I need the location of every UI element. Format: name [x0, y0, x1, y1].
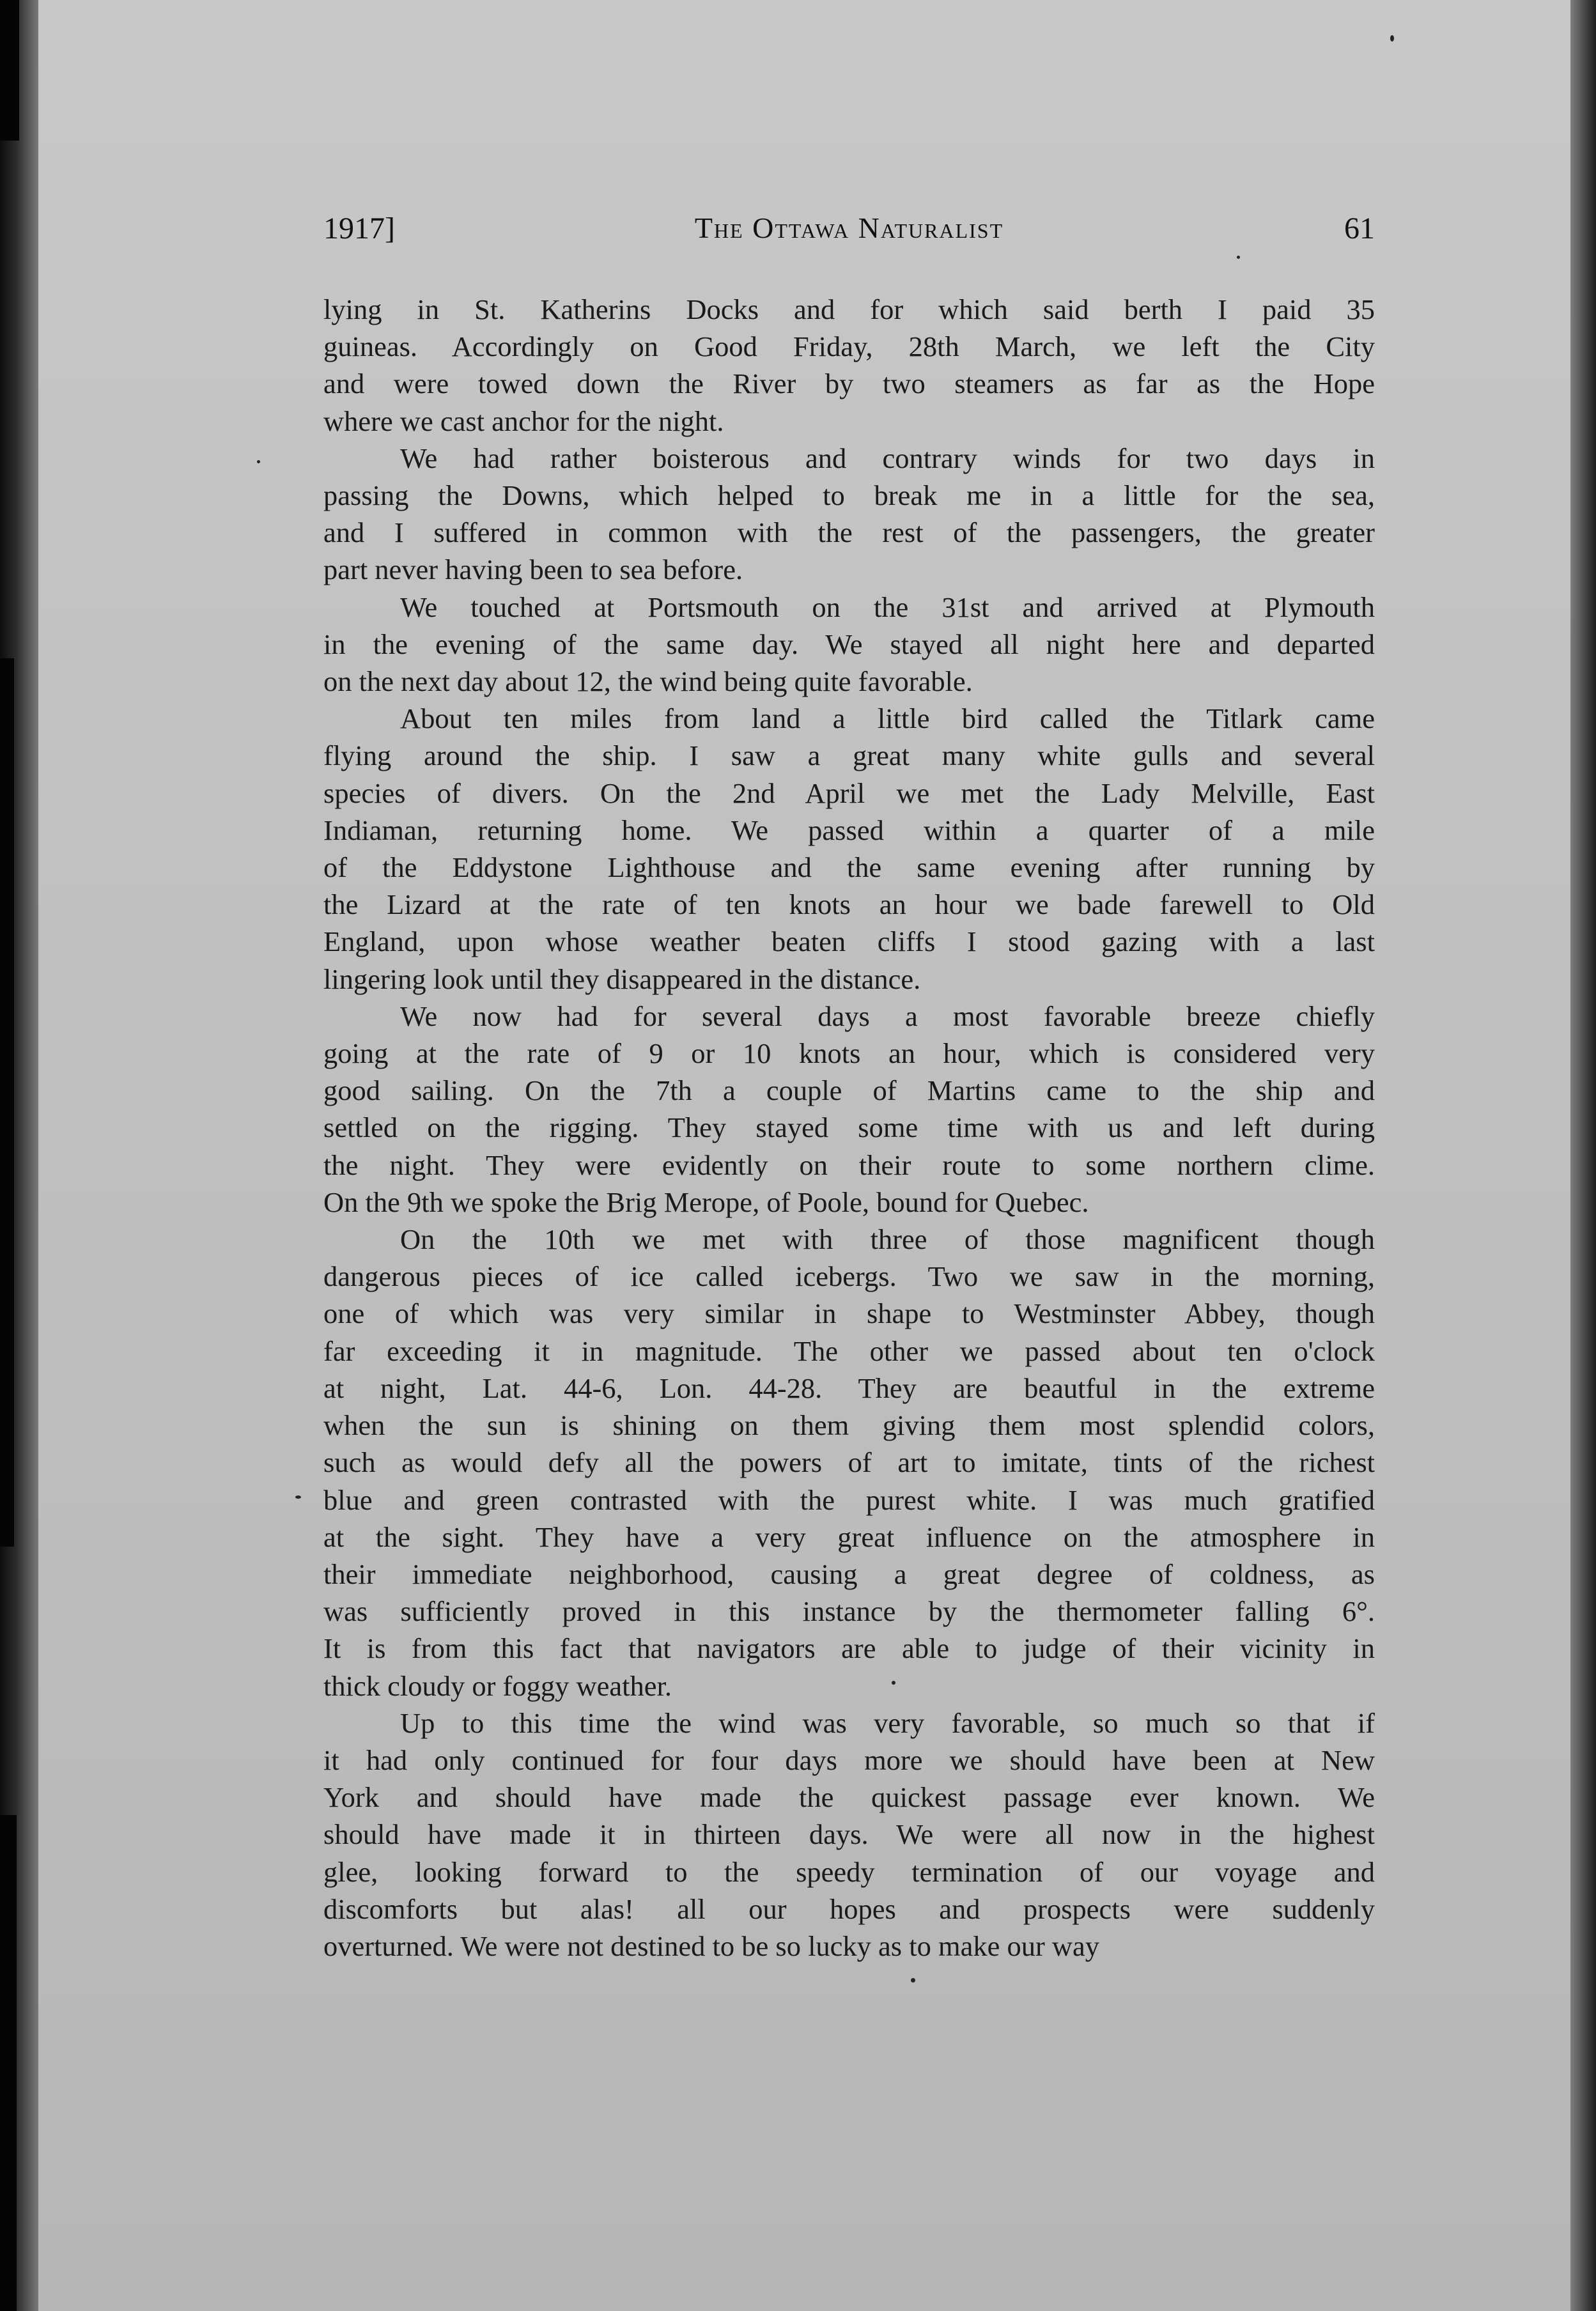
- binding-shadow-bottom: [0, 1815, 17, 2311]
- text-line: and I suffered in common with the rest of the passengers, the greater: [323, 516, 1375, 549]
- text-line: Indiaman, returning home. We passed within a quarter of a mile: [323, 814, 1375, 846]
- text-line: of the Eddystone Lighthouse and the same evening after running by: [323, 851, 1375, 884]
- text-line: at the sight. They have a very great influence on the atmosphere in: [323, 1520, 1375, 1553]
- text-line: the night. They were evidently on their route to some northern clime.: [323, 1148, 1375, 1181]
- running-header: [323, 211, 1375, 256]
- text-line: overturned. We were not destined to be so lucky as to make our way: [323, 1929, 1100, 1962]
- text-line: was sufficiently proved in this instance by the thermometer falling 6°.: [323, 1595, 1375, 1628]
- paragraph: [323, 291, 1375, 440]
- text-line: one of which was very similar in shape to Westminster Abbey, though: [323, 1297, 1375, 1330]
- binding-shadow-top: [0, 0, 19, 141]
- text-line: their immediate neighborhood, causing a great degree of coldness, as: [323, 1557, 1375, 1590]
- journal-title: The Ottawa Naturalist: [694, 212, 1004, 244]
- text-line: Up to this time the wind was very favorable, so much so that if: [400, 1706, 1375, 1739]
- text-line: York and should have made the quickest passage ever known. We: [323, 1781, 1375, 1814]
- text-line: part never having been to sea before.: [323, 553, 743, 586]
- text-line: where we cast anchor for the night.: [323, 405, 724, 437]
- text-line: on the next day about 12, the wind being quite favorable.: [323, 665, 973, 698]
- paragraph: [323, 1221, 1375, 1704]
- text-line: and were towed down the River by two steamers as far as the Hope: [323, 367, 1375, 400]
- text-line: going at the rate of 9 or 10 knots an hour, which is considered very: [323, 1037, 1375, 1070]
- scan-speck: [892, 1681, 895, 1685]
- scan-speck: [1237, 256, 1240, 259]
- text-line: lying in St. Katherins Docks and for which said berth I paid 35: [323, 293, 1375, 325]
- article-body: [323, 291, 1375, 1965]
- text-line: should have made it in thirteen days. We were all now in the highest: [323, 1818, 1375, 1851]
- scan-speck: [1390, 35, 1394, 42]
- text-line: good sailing. On the 7th a couple of Martins came to the ship and: [323, 1074, 1375, 1107]
- text-line: lingering look until they disappeared in the distance.: [323, 962, 921, 995]
- scan-speck: [911, 1978, 915, 1983]
- binding-shadow-middle: [0, 658, 14, 1547]
- text-line: at night, Lat. 44-6, Lon. 44-28. They are beautful in the extreme: [323, 1372, 1375, 1404]
- text-line: glee, looking forward to the speedy termination of our voyage and: [323, 1855, 1375, 1888]
- text-line: thick cloudy or foggy weather.: [323, 1669, 672, 1702]
- text-line: the Lizard at the rate of ten knots an hour we bade farewell to Old: [323, 888, 1375, 921]
- text-line: settled on the rigging. They stayed some time with us and left during: [323, 1111, 1375, 1144]
- paragraph: [323, 998, 1375, 1221]
- scan-speck: [257, 460, 260, 463]
- text-line: England, upon whose weather beaten cliffs I stood gazing with a last: [323, 925, 1375, 958]
- scan-speck: [295, 1496, 301, 1499]
- header-year: 1917]: [323, 212, 395, 245]
- text-line: blue and green contrasted with the purest white. I was much gratified: [323, 1483, 1375, 1516]
- text-line: guineas. Accordingly on Good Friday, 28th March, we left the City: [323, 330, 1375, 363]
- page-number: 61: [1344, 212, 1375, 245]
- text-line: passing the Downs, which helped to break me in a little for the sea,: [323, 479, 1375, 512]
- paragraph: [323, 1704, 1375, 1965]
- text-line: On the 9th we spoke the Brig Merope, of Poole, bound for Quebec.: [323, 1186, 1089, 1218]
- text-line: dangerous pieces of ice called icebergs. Two we saw in the morning,: [323, 1260, 1375, 1293]
- text-line: We touched at Portsmouth on the 31st and arrived at Plymouth: [400, 591, 1375, 623]
- right-page-edge: [1570, 0, 1596, 2311]
- text-line: flying around the ship. I saw a great many white gulls and several: [323, 739, 1375, 772]
- text-line: It is from this fact that navigators are able to judge of their vicinity in: [323, 1632, 1375, 1665]
- text-line: We had rather boisterous and contrary winds for two days in: [400, 442, 1375, 474]
- text-line: discomforts but alas! all our hopes and prospects were suddenly: [323, 1892, 1375, 1925]
- text-line: in the evening of the same day. We stayed all night here and departed: [323, 628, 1375, 660]
- text-line: About ten miles from land a little bird called the Titlark came: [400, 702, 1375, 735]
- paragraph: [323, 589, 1375, 700]
- text-line: species of divers. On the 2nd April we met the Lady Melville, East: [323, 777, 1375, 809]
- text-line: such as would defy all the powers of art to imitate, tints of the richest: [323, 1446, 1375, 1479]
- text-line: We now had for several days a most favorable breeze chiefly: [400, 1000, 1375, 1032]
- text-line: when the sun is shining on them giving them most splendid colors,: [323, 1409, 1375, 1442]
- paragraph: [323, 440, 1375, 589]
- text-line: far exceeding it in magnitude. The other we passed about ten o'clock: [323, 1334, 1375, 1367]
- text-line: it had only continued for four days more we should have been at New: [323, 1743, 1375, 1776]
- text-line: On the 10th we met with three of those magnificent though: [400, 1223, 1375, 1256]
- paragraph: [323, 700, 1375, 998]
